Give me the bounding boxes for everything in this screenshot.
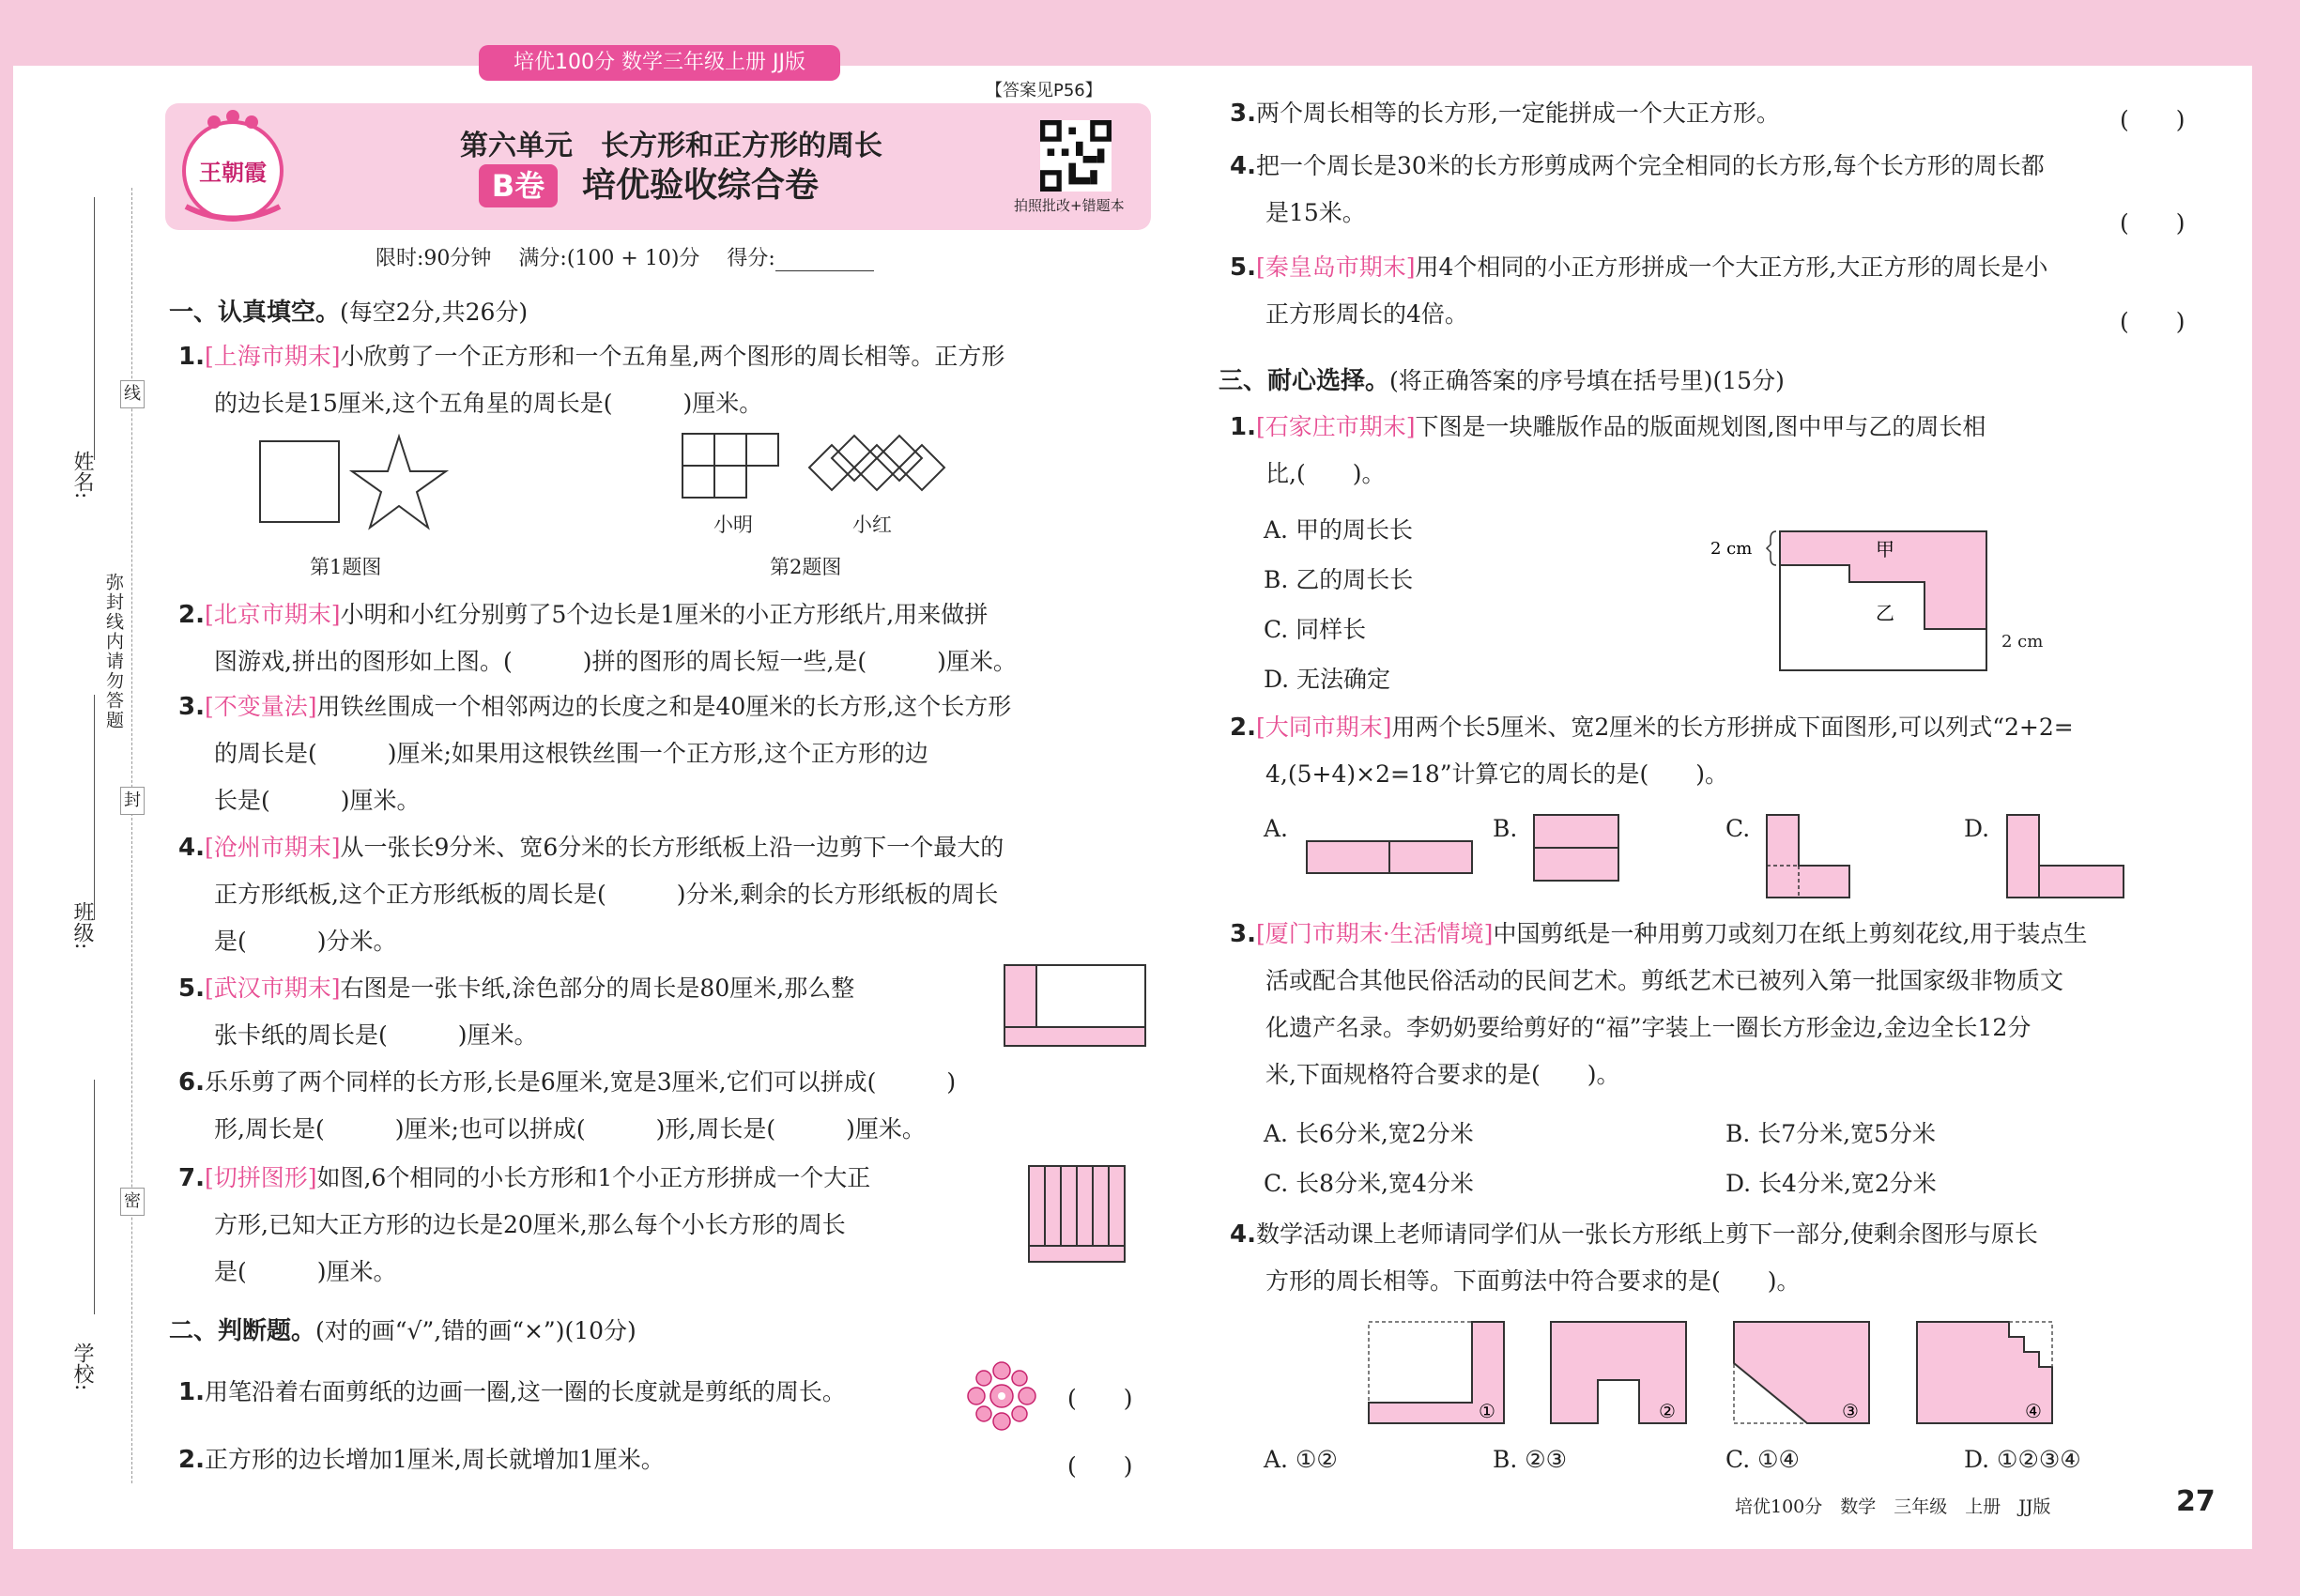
svg-text:王朝霞: 王朝霞 xyxy=(199,159,267,186)
q3-2-figure-d xyxy=(2005,813,2125,899)
q3-4: 4.数学活动课上老师请同学们从一张长方形纸上剪下一部分,使剩余图形与原长 方形的周长相等。下面剪法中符合要求的是( )。 xyxy=(1230,1220,2038,1295)
q1-5: 5.[武汉市期末]右图是一张卡纸,涂色部分的周长是80厘米,那么整 张卡纸的周长是( )厘米。 xyxy=(178,974,855,1049)
dim-right-label: 2 cm xyxy=(2001,632,2044,652)
square-figure xyxy=(258,439,343,526)
q3-1-options xyxy=(1264,505,1413,704)
q3-3: 3.[厦门市期末·生活情境]中国剪纸是一种用剪刀或刻刀在纸上剪刻花纹,用于装点生 活或配合其他民俗活动的民间艺术。剪纸艺术已被列入第一批国家级非物质文 化遗产名录。李奶奶要给剪好的“福”字装上一圈长方形金边,金边全长12分 米,下面规格符合要求的是( )。 xyxy=(1230,920,2088,1088)
q3-2-option-d[interactable]: D. xyxy=(1964,815,1990,842)
section-3-title: 三、耐心选择。(将正确答案的序号填在括号里)(15分) xyxy=(1219,367,1785,395)
q3-4-option-c[interactable]: C. ①④ xyxy=(1725,1446,1800,1473)
q2-3-answer[interactable]: ( ) xyxy=(2120,106,2185,133)
q3-1-option-b[interactable]: B. 乙的周长长 xyxy=(1264,566,1414,593)
section-1-title: 一、认真填空。(每空2分,共26分) xyxy=(169,299,529,327)
q1-7: 7.[切拼图形]如图,6个相同的小长方形和1个小正方形拼成一个大正 方形,已知大正方形的边长是20厘米,那么每个小长方形的周长 是( )厘米。 xyxy=(178,1164,871,1285)
q1-2: 2.[北京市期末]小明和小红分别剪了5个边长是1厘米的小正方形纸片,用来做拼 图游戏,拼出的图形如上图。( )拼的图形的周长短一些,是( )厘米。 xyxy=(178,601,1017,675)
q2-4: 4.把一个周长是30米的长方形剪成两个完全相同的长方形,每个长方形的周长都 是15米。 xyxy=(1230,152,2045,226)
school-blank-line xyxy=(94,1080,95,1314)
score-blank[interactable] xyxy=(775,250,874,271)
fig1-caption: 第1题图 xyxy=(310,556,382,578)
q2-2-answer[interactable]: ( ) xyxy=(1067,1452,1133,1480)
class-label: 班级: xyxy=(70,901,94,950)
paper-badge: B卷 xyxy=(479,164,558,207)
svg-text:④: ④ xyxy=(2025,1400,2042,1422)
publisher-logo-icon xyxy=(167,103,299,230)
q3-1: 1.[石家庄市期末]下图是一块雕版作品的版面规划图,图中甲与乙的周长相 比,( )。 xyxy=(1230,413,1986,487)
q3-1-option-a[interactable]: A. 甲的周长长 xyxy=(1264,516,1413,544)
qr-code-icon[interactable] xyxy=(1040,120,1112,192)
school-label: 学校: xyxy=(70,1343,94,1391)
page-number: 27 xyxy=(2176,1485,2216,1518)
q3-2-figure-c xyxy=(1765,813,1851,899)
q3-2: 2.[大同市期末]用两个长5厘米、宽2厘米的长方形拼成下面图形,可以列式“2+2= 4,(5+4)×2=18”计算它的周长的是( )。 xyxy=(1230,714,2074,788)
q2-5: 5.[秦皇岛市期末]用4个相同的小正方形拼成一个大正方形,大正方形的周长是小 正方形周长的4倍。 xyxy=(1230,253,2048,328)
papercut-snowflake-icon xyxy=(965,1359,1038,1433)
svg-text:①: ① xyxy=(1479,1400,1495,1422)
q3-4-option-b[interactable]: B. ②③ xyxy=(1493,1446,1568,1473)
xiaoming-label: 小明 xyxy=(713,514,753,536)
qr-caption: 拍照批改+错题本 xyxy=(1014,197,1125,214)
q2-5-answer[interactable]: ( ) xyxy=(2120,308,2185,335)
q2-1: 1.用笔沿着右面剪纸的边画一圈,这一圈的长度就是剪纸的周长。 xyxy=(178,1378,846,1406)
svg-text:③: ③ xyxy=(1842,1400,1859,1422)
seal-mark-secret: 密 xyxy=(120,1188,145,1216)
unit-title: 第六单元 长方形和正方形的周长 xyxy=(460,130,882,162)
q2-2: 2.正方形的边长增加1厘米,周长就增加1厘米。 xyxy=(178,1446,665,1474)
seal-mark-seal: 封 xyxy=(120,787,145,815)
seal-mark-line: 线 xyxy=(120,380,145,408)
q3-1-option-c[interactable]: C. 同样长 xyxy=(1264,616,1367,643)
q3-3-option-d[interactable]: D. 长4分米,宽2分米 xyxy=(1725,1170,1937,1197)
xiaohong-figure xyxy=(807,434,948,504)
yi-label: 乙 xyxy=(1876,602,1894,624)
q2-4-answer[interactable]: ( ) xyxy=(2120,209,2185,237)
q2-3: 3.两个周长相等的长方形,一定能拼成一个大正方形。 xyxy=(1230,100,1780,128)
engraving-plan-figure xyxy=(1709,526,1990,676)
name-blank-line xyxy=(94,197,95,460)
q1-4: 4.[沧州市期末]从一张长9分米、宽6分米的长方形纸板上沿一边剪下一个最大的 正方形纸板,这个正方形纸板的周长是( )分米,剩余的长方形纸板的周长 是( )分米。 xyxy=(178,834,1004,955)
cut-figure-1 xyxy=(1367,1320,1506,1425)
answer-reference: 【答案见P56】 xyxy=(986,81,1102,100)
cut-figure-4 xyxy=(1915,1320,2054,1425)
name-label: 姓名: xyxy=(70,451,94,499)
q3-2-figure-a xyxy=(1305,839,1474,875)
q1-6: 6.乐乐剪了两个同样的长方形,长是6厘米,宽是3厘米,它们可以拼成( ) 形,周长是( )厘米;也可以拼成( )形,周长是( )厘米。 xyxy=(178,1068,957,1143)
q3-2-option-c[interactable]: C. xyxy=(1725,815,1751,842)
jia-label: 甲 xyxy=(1876,538,1894,560)
xiaohong-label: 小红 xyxy=(852,514,892,536)
book-tab: 培优100分 数学三年级上册 JJ版 xyxy=(479,45,840,81)
q3-3-option-b[interactable]: B. 长7分米,宽5分米 xyxy=(1725,1120,1937,1147)
section-2-title: 二、判断题。(对的画“√”,错的画“×”)(10分) xyxy=(169,1317,636,1345)
q3-2-option-b[interactable]: B. xyxy=(1493,815,1518,842)
score-label: 得分: xyxy=(727,247,775,270)
full-score: 满分:(100 + 10)分 xyxy=(518,247,700,270)
q2-1-answer[interactable]: ( ) xyxy=(1067,1385,1133,1412)
q3-3-option-a[interactable]: A. 长6分米,宽2分米 xyxy=(1264,1120,1474,1147)
fig2-caption: 第2题图 xyxy=(770,556,842,578)
q1-1: 1.[上海市期末]小欣剪了一个正方形和一个五角星,两个图形的周长相等。正方形 的边长是15厘米,这个五角星的周长是( )厘米。 xyxy=(178,343,1005,417)
xiaoming-figure xyxy=(681,432,784,502)
q3-4-option-d[interactable]: D. ①②③④ xyxy=(1964,1446,2081,1473)
seal-warning: 弥封线内请勿答题 xyxy=(103,573,124,730)
exam-meta xyxy=(376,242,874,271)
paper-title: 培优验收综合卷 xyxy=(582,166,820,205)
class-blank-line xyxy=(94,695,95,920)
q3-1-option-d[interactable]: D. 无法确定 xyxy=(1264,666,1391,693)
time-limit: 限时:90分钟 xyxy=(376,247,492,270)
card-figure xyxy=(1003,963,1149,1050)
q3-2-option-a[interactable]: A. xyxy=(1264,815,1289,842)
q3-3-option-c[interactable]: C. 长8分米,宽4分米 xyxy=(1264,1170,1474,1197)
cut-figure-2 xyxy=(1549,1320,1688,1425)
q3-4-option-a[interactable]: A. ①② xyxy=(1264,1446,1338,1473)
footer-book-info: 培优100分 数学 三年级 上册 JJ版 xyxy=(1735,1496,2051,1517)
top-band xyxy=(0,0,2300,66)
star-figure xyxy=(349,434,449,531)
svg-text:②: ② xyxy=(1659,1400,1676,1422)
dim-left-label: 2 cm xyxy=(1710,539,1753,559)
q1-3: 3.[不变量法]用铁丝围成一个相邻两边的长度之和是40厘米的长方形,这个长方形 的周长是( )厘米;如果用这根铁丝围一个正方形,这个正方形的边 长是( )厘米。 xyxy=(178,693,1012,814)
cut-square-figure xyxy=(1027,1164,1128,1266)
cut-figure-3 xyxy=(1732,1320,1871,1425)
q3-2-figure-b xyxy=(1532,813,1620,882)
